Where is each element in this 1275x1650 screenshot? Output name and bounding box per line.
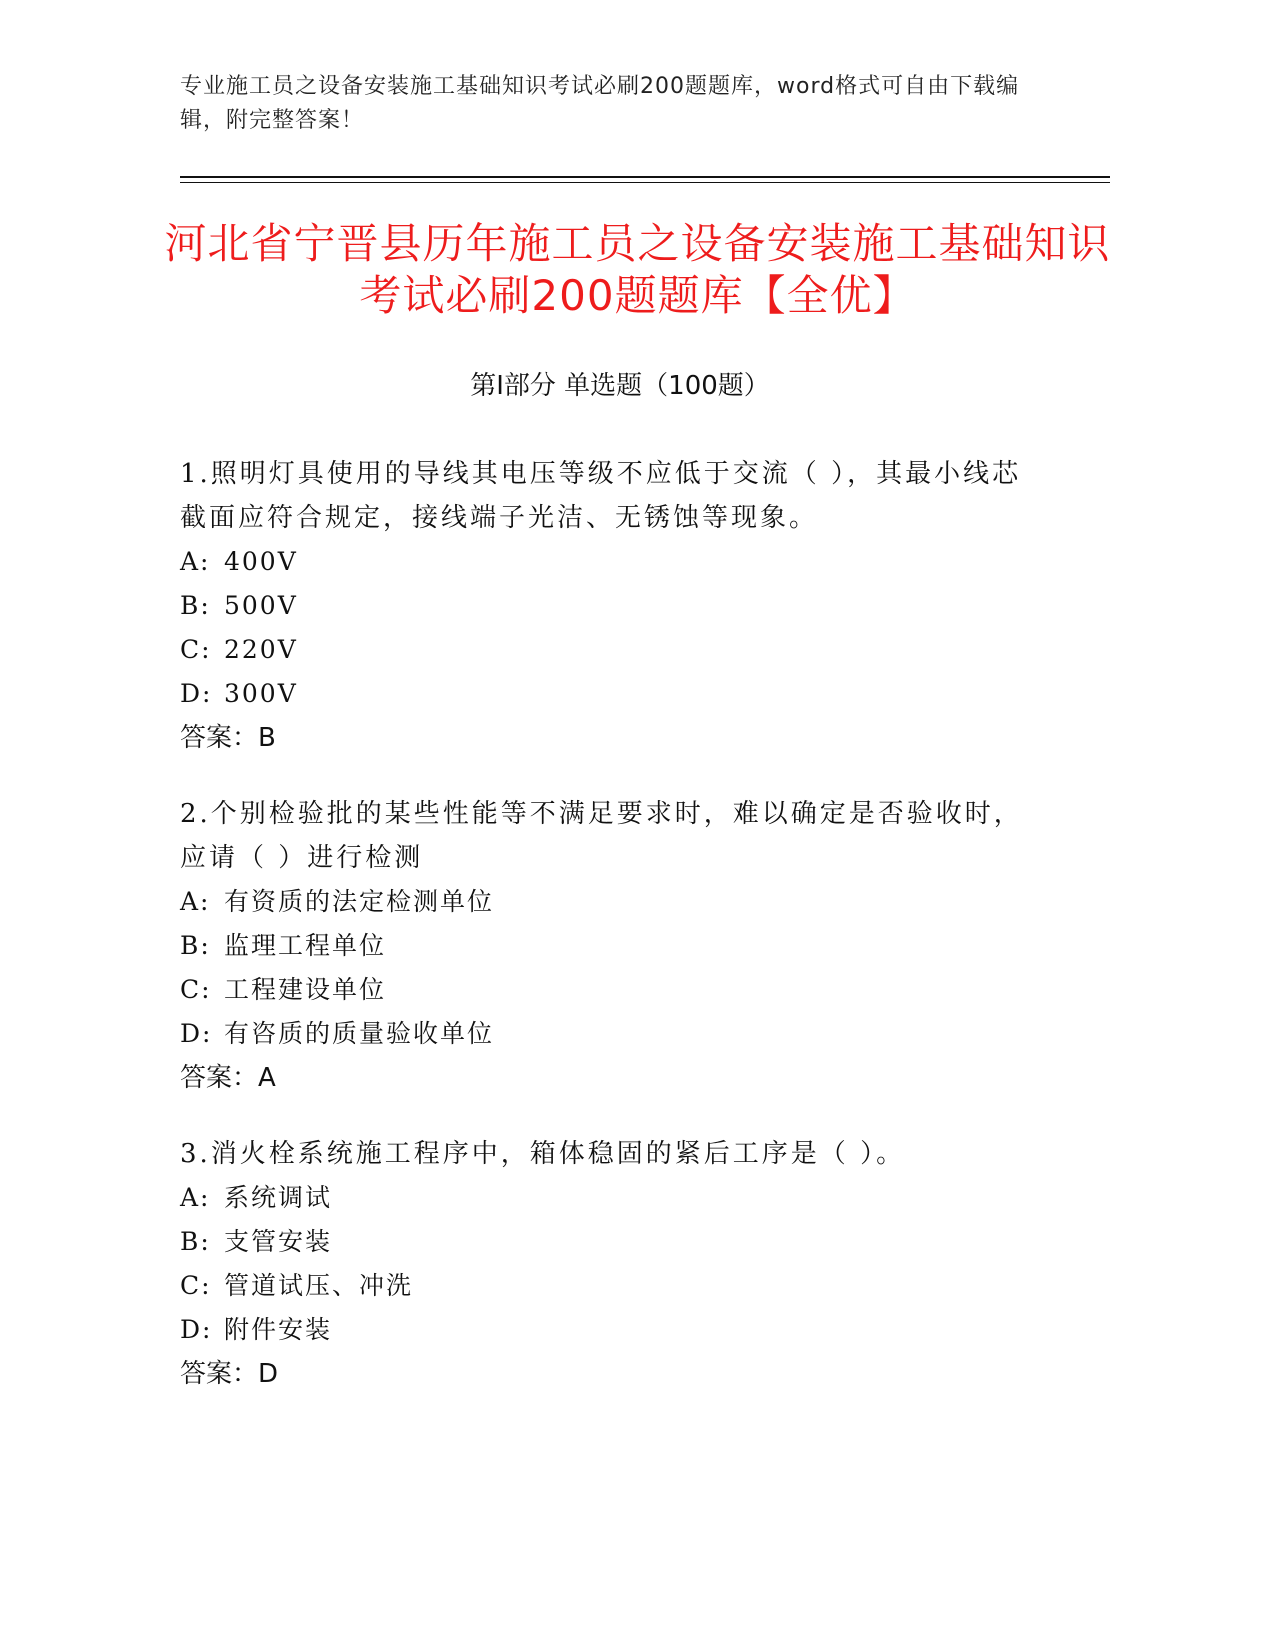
option-text: 有资质的法定检测单位 <box>224 887 495 916</box>
option-b <box>180 1220 1040 1264</box>
header-note: 专业施工员之设备安装施工基础知识考试必刷200题题库，word格式可自由下载编辑，附完整答案！ <box>180 74 1020 133</box>
option-a <box>180 880 1040 924</box>
option-letter: B: <box>180 1227 211 1256</box>
question-stem: 2.个别检验批的某些性能等不满足要求时，难以确定是否验收时，应请（ ）进行检测 <box>180 799 1023 873</box>
option-letter: D: <box>180 1315 213 1344</box>
option-letter: A: <box>180 887 211 916</box>
option-letter: D: <box>180 679 213 708</box>
option-d <box>180 1308 1040 1352</box>
option-letter: A: <box>180 547 211 576</box>
option-letter: B: <box>180 591 211 620</box>
option-text: 有咨质的质量验收单位 <box>224 1019 495 1048</box>
option-letter: D: <box>180 1019 213 1048</box>
option-text: 监理工程单位 <box>224 931 387 960</box>
option-text: 300V <box>224 679 298 708</box>
option-text: 400V <box>224 547 298 576</box>
option-letter: C: <box>180 635 212 664</box>
option-letter: C: <box>180 975 212 1004</box>
header-divider-thin <box>180 182 1110 183</box>
option-b <box>180 584 1040 628</box>
option-text: 系统调试 <box>224 1183 333 1212</box>
answer-line: 答案：A <box>180 1063 276 1093</box>
answer-line: 答案：B <box>180 723 276 753</box>
option-a <box>180 540 1040 584</box>
option-a <box>180 1176 1040 1220</box>
option-letter: C: <box>180 1271 212 1300</box>
option-b <box>180 924 1040 968</box>
section-title: 第Ⅰ部分 单选题（100题） <box>470 371 770 401</box>
option-d <box>180 1012 1040 1056</box>
answer-line: 答案：D <box>180 1359 279 1389</box>
question-list <box>180 452 1040 1428</box>
option-letter: B: <box>180 931 211 960</box>
question-1 <box>180 452 1040 760</box>
option-c <box>180 968 1040 1012</box>
question-2 <box>180 792 1040 1100</box>
option-text: 支管安装 <box>224 1227 333 1256</box>
option-letter: A: <box>180 1183 211 1212</box>
question-stem: 3.消火栓系统施工程序中，箱体稳固的紧后工序是（ ）。 <box>180 1139 906 1169</box>
option-c <box>180 1264 1040 1308</box>
option-c <box>180 628 1040 672</box>
option-text: 工程建设单位 <box>224 975 387 1004</box>
question-3 <box>180 1132 1040 1396</box>
document-title: 河北省宁晋县历年施工员之设备安装施工基础知识考试必刷200题题库【全优】 <box>164 219 1111 320</box>
header-divider-thick <box>180 176 1110 178</box>
question-stem: 1.照明灯具使用的导线其电压等级不应低于交流（ ），其最小线芯截面应符合规定，接线端子光洁、无锈蚀等现象。 <box>180 459 1022 533</box>
option-text: 500V <box>224 591 298 620</box>
option-text: 附件安装 <box>224 1315 333 1344</box>
option-text: 管道试压、冲洗 <box>224 1271 414 1300</box>
option-d <box>180 672 1040 716</box>
option-text: 220V <box>224 635 298 664</box>
